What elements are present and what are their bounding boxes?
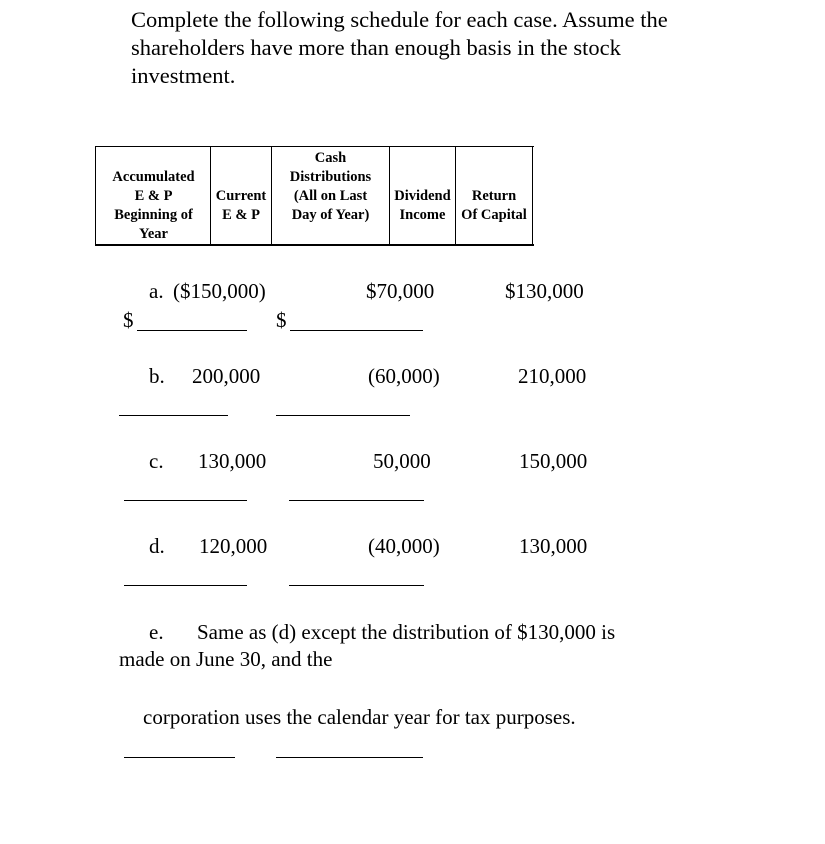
case-label: a. <box>149 279 164 303</box>
instructions-line-2: shareholders have more than enough basis in the stock <box>131 35 621 60</box>
return-of-capital-blank[interactable] <box>276 415 410 416</box>
instructions <box>131 6 731 90</box>
header-return-of-capital: Return Of Capital <box>461 188 527 223</box>
dividend-income-blank[interactable] <box>124 585 247 586</box>
case-distributions: 150,000 <box>519 449 588 473</box>
instructions-line-1: Complete the following schedule for each case. Assume the <box>131 7 668 32</box>
case-distributions: 210,000 <box>518 364 587 388</box>
case-e-description-line-1: Same as (d) except the distribution of $130,000 is <box>197 620 616 644</box>
case-current-ep: (60,000) <box>368 364 440 388</box>
case-accumulated-ep: ($150,000) <box>173 279 266 303</box>
dividend-income-blank[interactable] <box>119 415 228 416</box>
return-of-capital-blank[interactable] <box>289 585 424 586</box>
case-accumulated-ep: 120,000 <box>199 534 268 558</box>
dividend-income-blank[interactable] <box>124 500 247 501</box>
case-current-ep: 50,000 <box>373 449 431 473</box>
case-accumulated-ep: 200,000 <box>192 364 261 388</box>
return-of-capital-blank[interactable] <box>276 757 423 758</box>
return-of-capital-blank[interactable] <box>290 330 423 331</box>
case-accumulated-ep: 130,000 <box>198 449 267 473</box>
case-label: c. <box>149 449 164 473</box>
header-dividend-income: Dividend Income <box>394 188 451 223</box>
header-top-border <box>95 146 534 147</box>
instructions-line-3: investment. <box>131 63 236 88</box>
header-current-ep: Current E & P <box>215 188 267 223</box>
case-current-ep: $70,000 <box>366 279 435 303</box>
dividend-income-blank[interactable] <box>124 757 235 758</box>
case-distributions: 130,000 <box>519 534 588 558</box>
case-label: e. <box>149 620 164 644</box>
case-current-ep: (40,000) <box>368 534 440 558</box>
return-of-capital-blank[interactable] <box>289 500 424 501</box>
case-label: b. <box>149 364 165 388</box>
capital-dollar-sign: $ <box>276 308 287 332</box>
header-cash-distributions: Cash Distributions (All on Last Day of Year) <box>289 150 372 223</box>
case-e-description-line-3: corporation uses the calendar year for tax purposes. <box>143 705 576 729</box>
case-label: d. <box>149 534 165 558</box>
dividend-dollar-sign: $ <box>123 308 134 332</box>
header-bottom-border <box>95 244 534 246</box>
case-e-description-line-2: made on June 30, and the <box>119 647 333 671</box>
header-divider <box>532 146 533 245</box>
header-accumulated-ep: Accumulated E & P Beginning of Year <box>112 169 195 242</box>
header-divider <box>95 146 96 245</box>
case-distributions: $130,000 <box>505 279 584 303</box>
dividend-income-blank[interactable] <box>137 330 247 331</box>
